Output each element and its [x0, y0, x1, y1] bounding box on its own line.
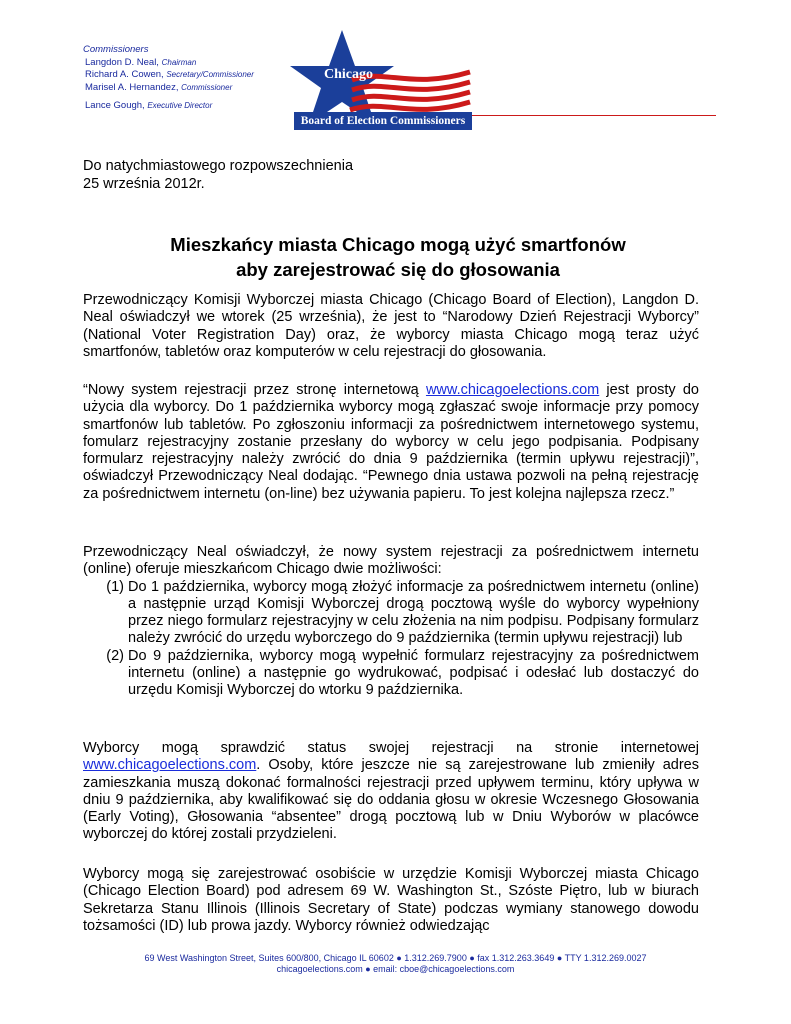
paragraph-1	[83, 292, 699, 361]
option-item	[83, 579, 699, 648]
paragraph-4-text-a: Wyborcy mogą sprawdzić status swojej rejestracji na stronie internetowej	[83, 740, 699, 756]
footer-web-email: chicagoelections.com ● email: cboe@chicagoelections.com	[276, 964, 515, 974]
header-divider	[472, 115, 716, 116]
paragraph-1-text: Przewodniczący Komisji Wyborczej miasta Chicago (Chicago Board of Election), Langdon D. Neal oświadczył we wtorek (25 września), że jest to “Narodowy Dzień Rejestracji Wyborcy” (National Voter Registration Day) oraz, że wyborcy miasta Chicago mogą teraz użyć smartfonów, tabletów oraz komputerów w celu rejestracji do głosowania.	[83, 292, 699, 360]
member-secretary: Richard A. Cowen, Secretary/Commissioner	[85, 69, 254, 80]
footer-address: 69 West Washington Street, Suites 600/800, Chicago IL 60602 ● 1.312.269.7900 ● fax 1.312.263.3649 ● TTY 1.312.269.0027	[144, 953, 647, 963]
chicagoelections-link-2[interactable]: www.chicagoelections.com	[83, 757, 257, 774]
paragraph-4	[83, 740, 699, 844]
member-chairman: Langdon D. Neal, Chairman	[85, 56, 197, 68]
headline	[83, 232, 713, 282]
option-text: Do 1 października, wyborcy mogą złożyć informacje za pośrednictwem internetu (online) a następnie urząd Komisji Wyborczej drogą pocztową wyśle do wyborcy wypełniony przez niego formularz rejestracyjny w celu złożenia na nim podpisu. Podpisany formularz należy zwrócić do urzędu wyborczego do 9 października (termin upływu rejestracji) lub	[128, 578, 699, 647]
paragraph-3-intro: Przewodniczący Neal oświadczył, że nowy system rejestracji za pośrednictwem internetu (online) oferuje mieszkańcom Chicago dwie możliwości:	[83, 544, 699, 578]
footer-contact	[0, 953, 791, 975]
paragraph-5-text: Wyborcy mogą się zarejestrować osobiście w urzędzie Komisji Wyborczej miasta Chicago (Chicago Election Board) pod adresem 69 W. Washington St., Szóste Piętro, lub w biurach Sekretarza Stanu Illinois (Illinois Secretary of State) podczas wymiany stanowego dowodu tożsamości (ID) lub prowa jazdy. Wyborcy również odwiedzając	[83, 866, 699, 934]
release-info	[83, 157, 353, 193]
headline-line-2: aby zarejestrować się do głosowania	[236, 259, 560, 280]
executive-director: Lance Gough, Executive Director	[85, 100, 213, 111]
paragraph-3	[83, 544, 699, 700]
logo-city-text: Chicago	[324, 67, 373, 82]
commissioners-title: Commissioners	[83, 44, 149, 55]
release-date: 25 września 2012r.	[83, 176, 205, 192]
option-text: Do 9 października, wyborcy mogą wypełnić formularz rejestracyjny za pośrednictwem internetu (online) a następnie go wydrukować, podpisać i odesłać lub dostaczyć do urzędu Komisji Wyborczej do wtorku 9 października.	[128, 647, 699, 699]
headline-line-1: Mieszkańcy miasta Chicago mogą użyć smartfonów	[170, 234, 626, 255]
option-number: (1)	[106, 578, 124, 595]
logo-board-name: Board of Election Commissioners	[294, 112, 472, 130]
paragraph-2-text-b: jest prosty do użycia dla wyborcy. Do 1 października wyborcy mogą zgłaszać swoje informacje przy pomocy smartfonów lub tabletów. Po zgłoszoniu informacji za pośrednictwem internetowego systemu, fomularz rejestracyjny zostanie przesłany do wyborcy w celu jego podpisania. Podpisany formularz rejestracyjny należy zwrócić do dnia 9 października (termin upływu rejestracji)”, oświadczył Przewodniczący Neal dodając. “Pewnego dnia ustawa pozwoli na pełną rejestrację za pośrednictwem internetu (on-line) bez używania papieru. To jest kolejna najlepsza rzecz.”	[83, 382, 699, 502]
member-commissioner: Marisel A. Hernandez, Commissioner	[85, 81, 233, 93]
paragraph-2-text-a: “Nowy system rejestracji przez stronę internetową	[83, 382, 426, 398]
commissioners-list	[83, 44, 254, 113]
paragraph-4-text-b: . Osoby, które jeszcze nie są zarejestrowane lub zmieniły adres zamieszkania muszą dokonać formalności rejestracji przed upływem terminu, który upływa w dniu 9 października, aby kwalifikować się do oddania głosu w okresie Wczesnego Głosowania (Early Voting), Głosowania “absentee” drogą pocztową lub w Dniu Wyborów w placówce wyborczej do której zostali przydzieleni.	[83, 757, 699, 843]
release-notice: Do natychmiastowego rozpowszechnienia	[83, 158, 354, 174]
option-number: (2)	[106, 647, 124, 664]
option-item	[83, 648, 699, 700]
paragraph-5	[83, 866, 699, 935]
paragraph-2	[83, 382, 699, 503]
chicagoelections-link[interactable]: www.chicagoelections.com	[425, 382, 600, 398]
